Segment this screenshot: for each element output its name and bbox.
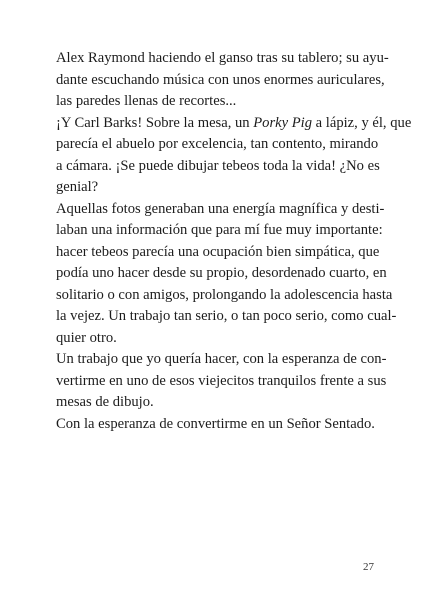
text-line [56,113,412,135]
text-run: Con la esperanza de convertirme en un Señor Sentado. [56,415,375,432]
text-run: Alex Raymond haciendo el ganso tras su tablero; su ayu- [56,50,389,66]
text-line [56,156,380,178]
text-run: parecía el abuelo por excelencia, tan contento, mirando [56,136,379,152]
text-run: las paredes llenas de recortes... [56,93,237,109]
text-line [56,285,393,307]
page-number: 27 [363,561,374,573]
paragraph [56,414,375,436]
italic-title: Porky Pig [253,114,313,131]
text-run: ¡Y Carl Barks! Sobre la mesa, un [56,114,254,131]
text-line [56,392,372,414]
text-line [56,328,372,350]
text-line [56,371,387,393]
text-line [56,306,397,328]
text-run: hacer tebeos parecía una ocupación bien simpática, que [56,243,380,260]
text-run: vertirme en uno de esos viejecitos tranquilos frente a sus [56,372,387,389]
text-line [56,177,372,199]
text-run: Aquellas fotos generaban una energía magnífica y desti- [56,200,385,217]
text-line [56,199,385,221]
text-line [56,242,380,264]
text-line [56,91,372,113]
text-run: podía uno hacer desde su propio, desordenado cuarto, en [56,265,387,281]
text-run: la vejez. Un trabajo tan serio, o tan poco serio, como cual- [56,308,397,324]
text-line [56,134,379,156]
text-run: solitario o con amigos, prolongando la adolescencia hasta [56,286,393,303]
paragraph [56,199,397,350]
text-run: a lápiz, y él, que [312,114,412,131]
text-run: genial? [56,179,99,195]
text-run: a cámara. ¡Se puede dibujar tebeos toda la vida! ¿No es [56,157,380,174]
text-line [56,48,389,70]
text-line [56,263,387,285]
text-run: Un trabajo que yo quería hacer, con la esperanza de con- [56,351,387,367]
body-text [56,48,412,435]
text-line [56,70,385,92]
text-run: quier otro. [56,329,117,346]
paragraph [56,113,412,199]
text-run: mesas de dibujo. [56,394,154,410]
text-run: dante escuchando música con unos enormes auriculares, [56,71,385,88]
paragraph [56,48,389,113]
text-line [56,349,387,371]
text-line [56,414,375,436]
text-run: laban una información que para mí fue muy importante: [56,222,383,238]
text-line [56,220,383,242]
paragraph [56,349,387,414]
